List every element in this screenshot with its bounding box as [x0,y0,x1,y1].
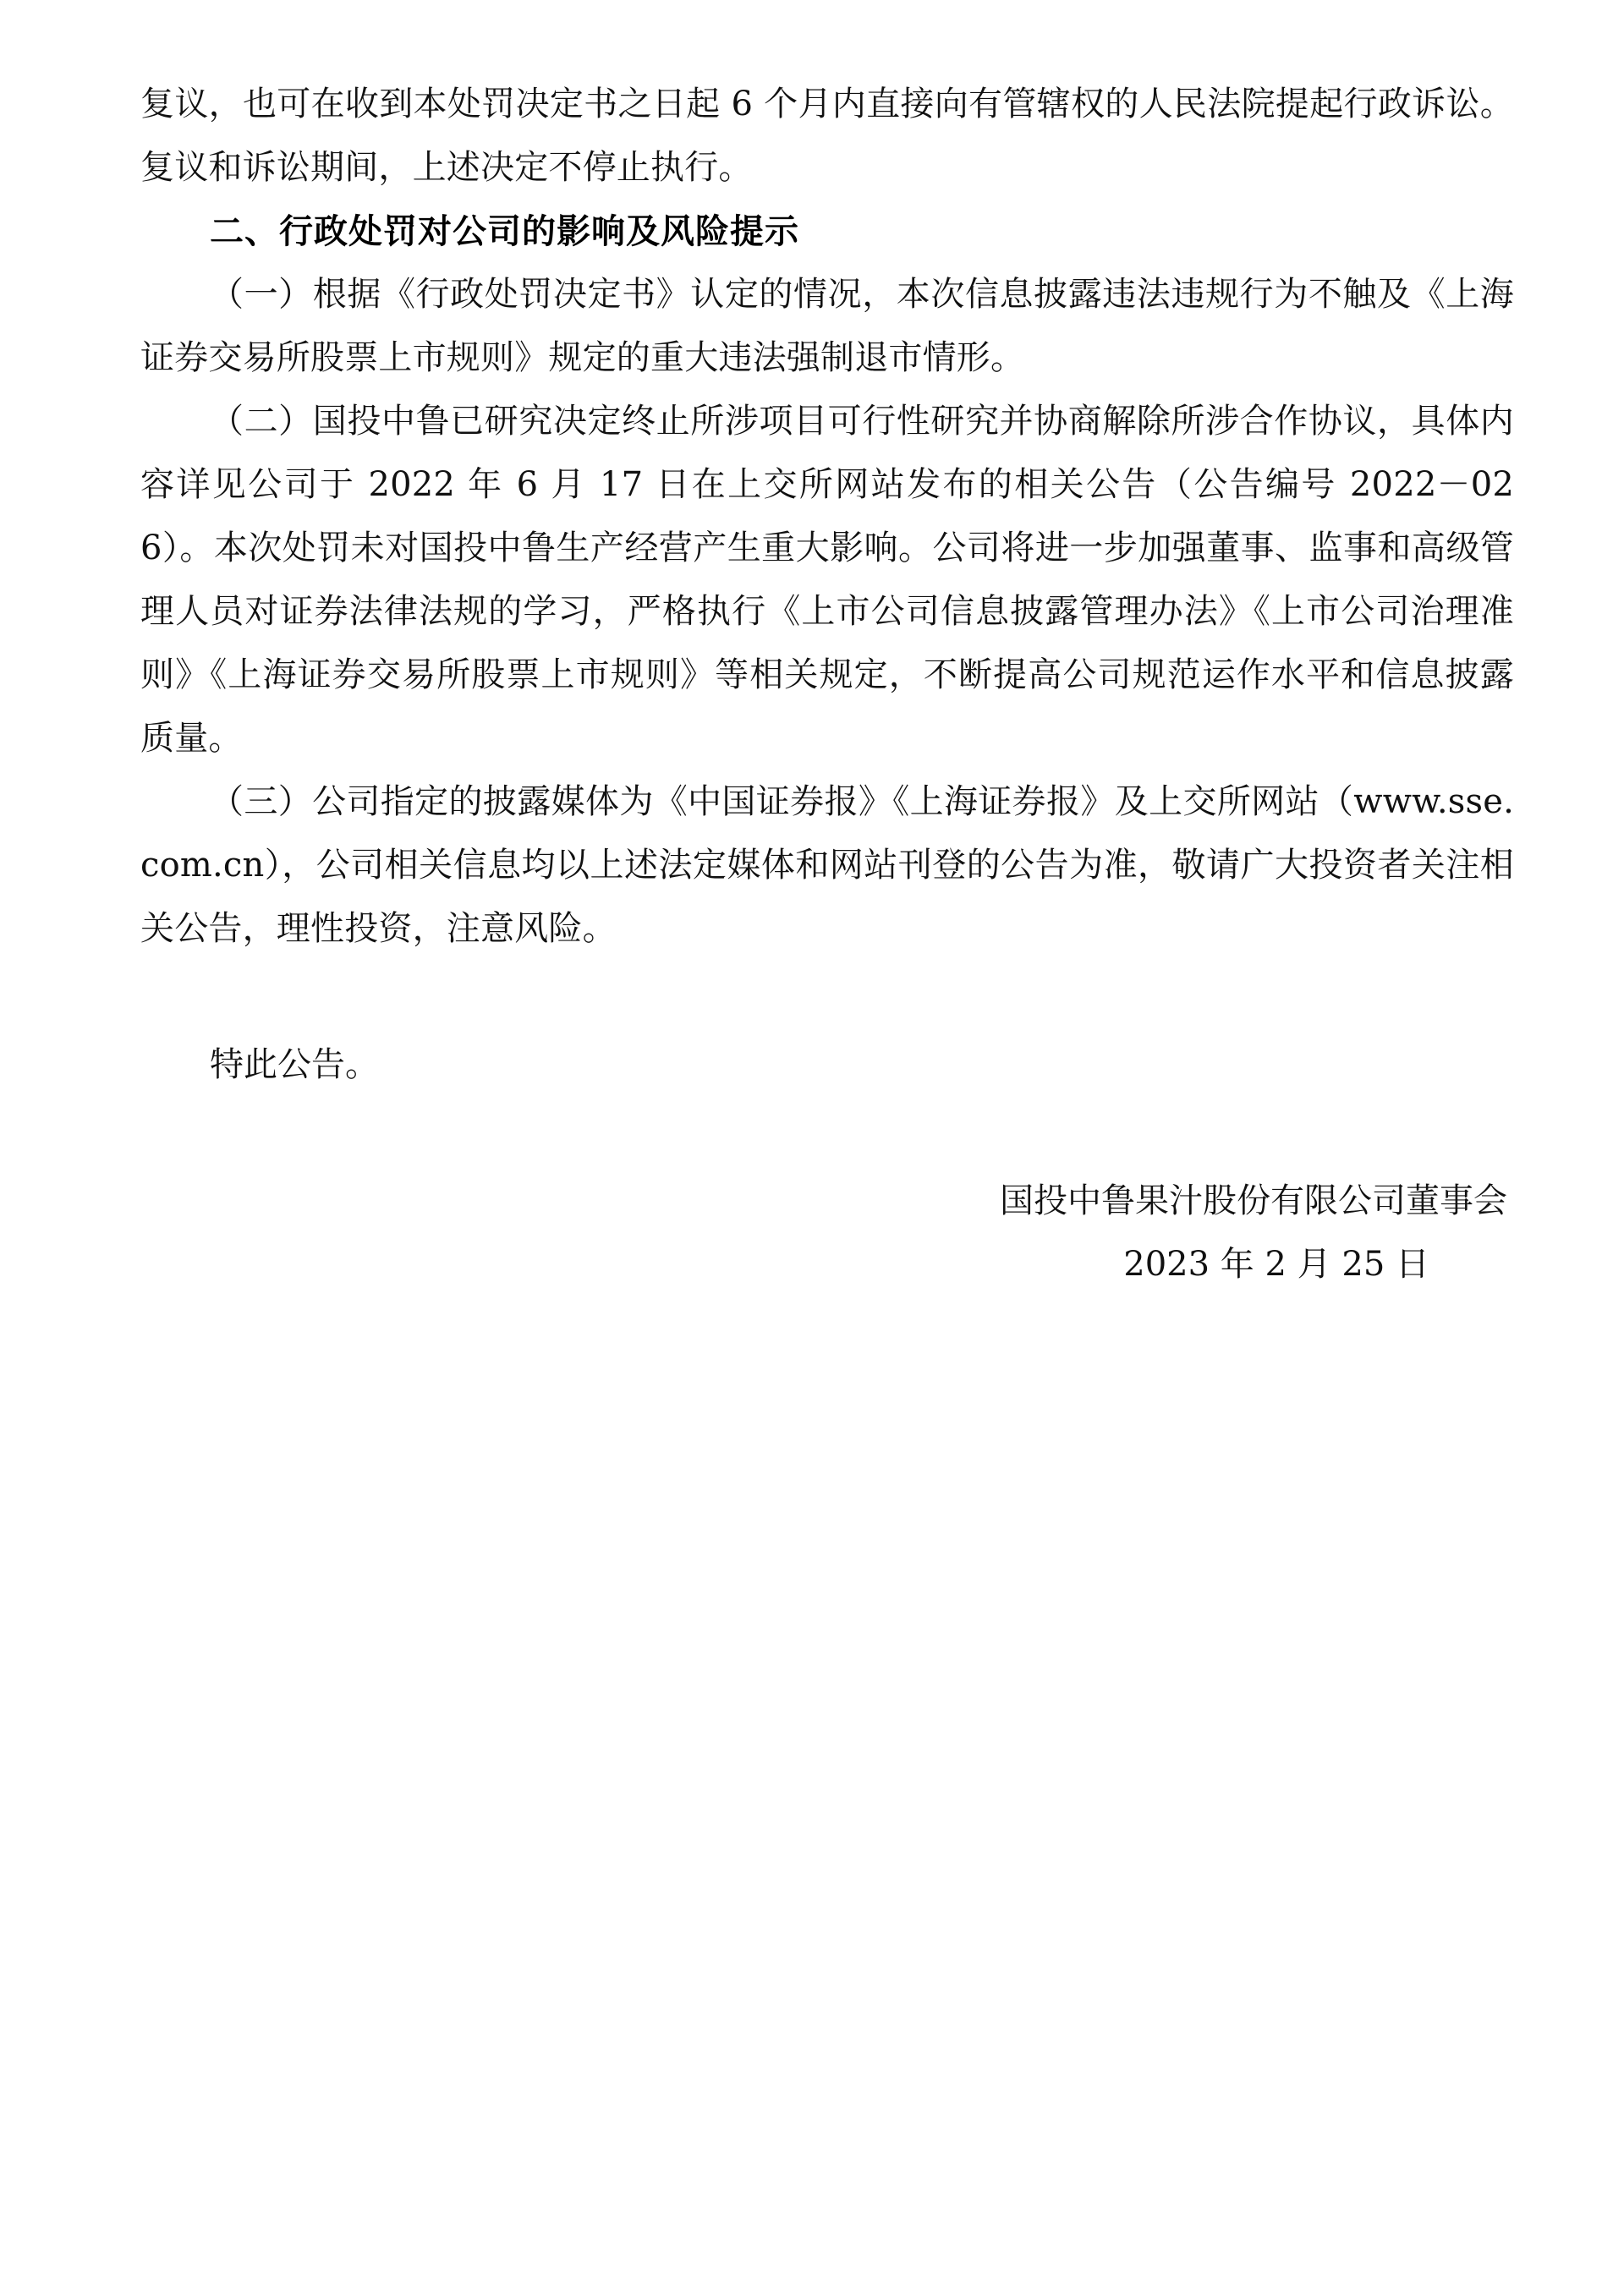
top-margin-spacer [140,0,1514,73]
continued-paragraph: 复议，也可在收到本处罚决定书之日起 6 个月内直接向有管辖权的人民法院提起行政诉讼。复议和诉讼期间，上述决定不停止执行。 [140,85,1514,187]
section-heading-two: 二、行政处罚对公司的影响及风险提示 [210,211,799,251]
signature-company: 国投中鲁果汁股份有限公司董事会 [1000,1181,1507,1220]
signature-date: 2023 年 2 月 25 日 [1123,1245,1429,1284]
paragraph-item-three: （三）公司指定的披露媒体为《中国证券报》《上海证券报》及上交所网站（www.sse.com.cn），公司相关信息均以上述法定媒体和网站刊登的公告为准，敬请广大投资者关注相关公告，理性投资，注意风险。 [140,782,1514,948]
signature-spacer [140,1097,1514,1170]
closing-statement: 特此公告。 [210,1045,379,1084]
paragraph-item-two: （二）国投中鲁已研究决定终止所涉项目可行性研究并协商解除所涉合作协议，具体内容详见公司于 2022 年 6 月 17 日在上交所网站发布的相关公告（公告编号 2022－026）。本次处罚未对国投中鲁生产经营产生重大影响。公司将进一步加强董事、监事和高级管理人员对证券法律法规的学习，严格执行《上市公司信息披露管理办法》《上市公司治理准则》《上海证券交易所股票上市规则》等相关规定，不断提高公司规范运作水平和信息披露质量。 [140,402,1514,758]
closing-spacer [140,961,1514,1033]
document-content [140,0,1514,1296]
paragraph-item-one: （一）根据《行政处罚决定书》认定的情况，本次信息披露违法违规行为不触及《上海证券交易所股票上市规则》规定的重大违法强制退市情形。 [140,275,1514,377]
